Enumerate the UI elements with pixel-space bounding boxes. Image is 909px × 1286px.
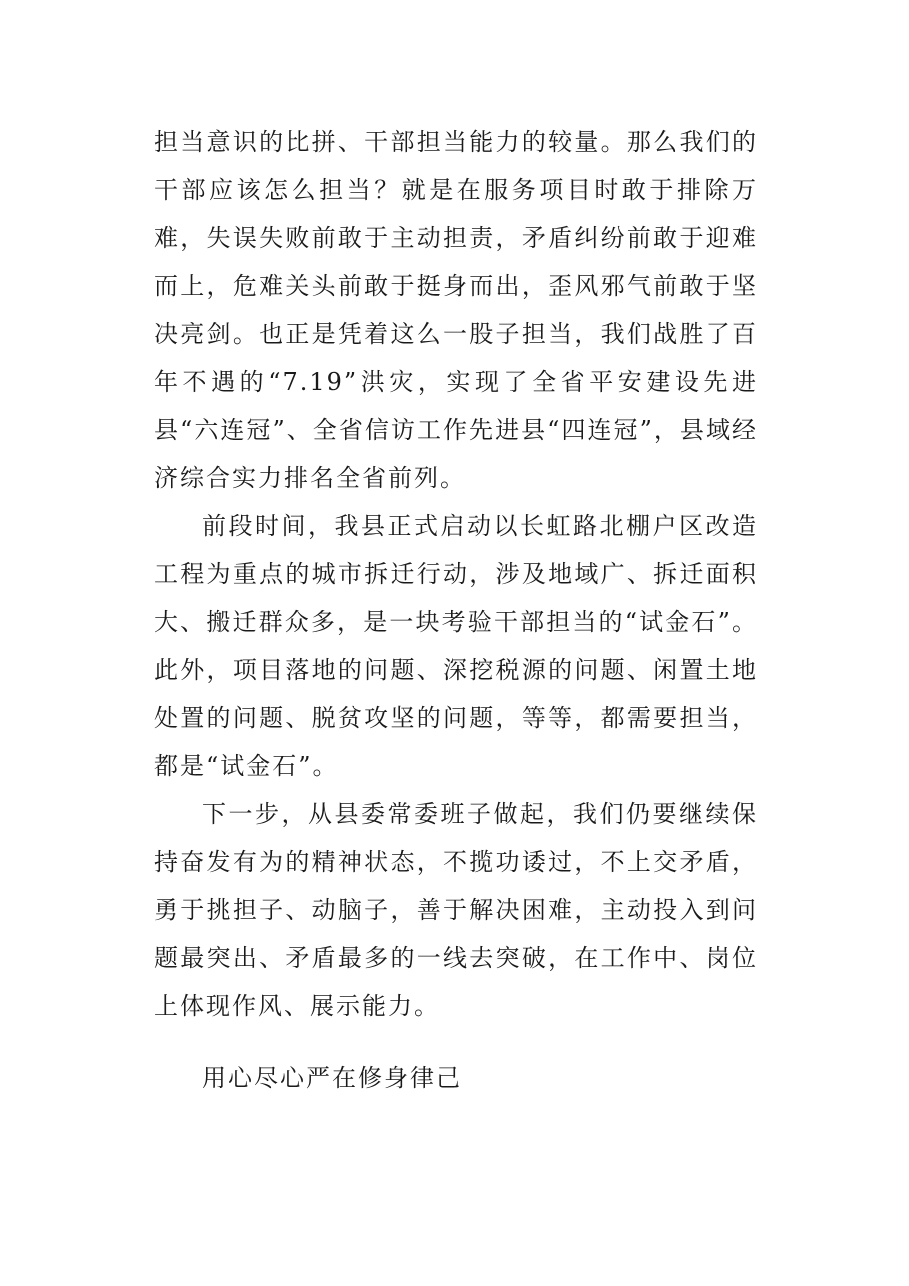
- section-heading: 用心尽心严在修身律己: [202, 1064, 462, 1092]
- paragraph-demolition: 前段时间，我县正式启动以长虹路北棚户区改造工程为重点的城市拆迁行动，涉及地域广、拆迁面积大、搬迁群众多，是一块考验干部担当的“试金石”。此外，项目落地的问题、深挖税源的问题、闲置土地处置的问题、脱贫攻坚的问题，等等，都需要担当，都是“试金石”。: [154, 512, 758, 780]
- document-body: [154, 118, 758, 1102]
- paragraph-next-step: 下一步，从县委常委班子做起，我们仍要继续保持奋发有为的精神状态，不揽功诿过，不上交矛盾，勇于挑担子、动脑子，善于解决困难，主动投入到问题最突出、矛盾最多的一线去突破，在工作中、岗位上体现作风、展示能力。: [154, 800, 758, 1020]
- paragraph-continuation: 担当意识的比拼、干部担当能力的较量。那么我们的干部应该怎么担当？就是在服务项目时敢于排除万难，失误失败前敢于主动担责，矛盾纠纷前敢于迎难而上，危难关头前敢于挺身而出，歪风邪气前敢于坚决亮剑。也正是凭着这么一股子担当，我们战胜了百年不遇的“7.19”洪灾，实现了全省平安建设先进县“六连冠”、全省信访工作先进县“四连冠”，县域经济综合实力排名全省前列。: [154, 128, 758, 492]
